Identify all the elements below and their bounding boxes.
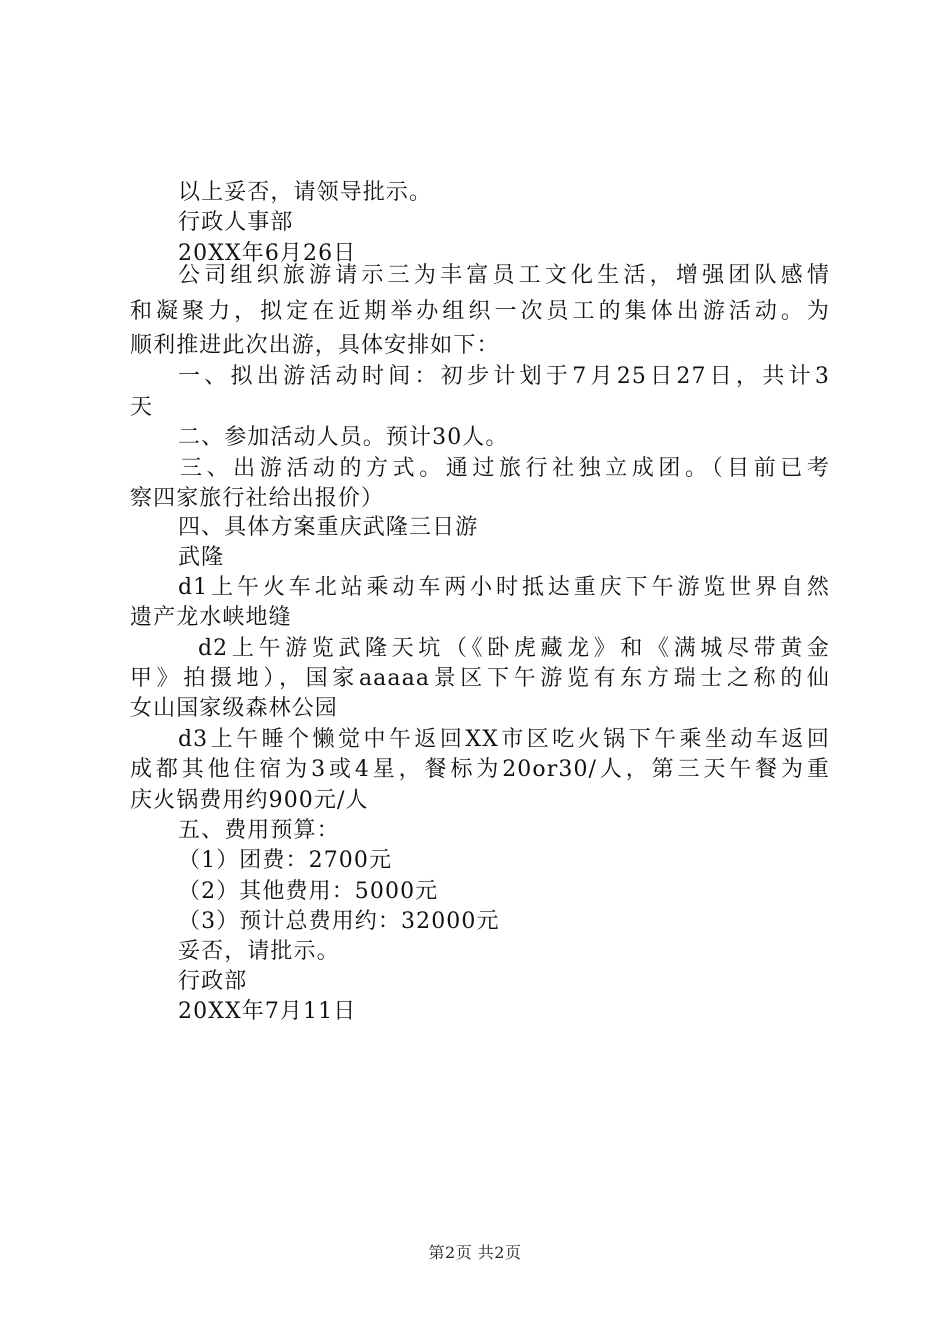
date-line-2: 20XX年7月11日 (178, 999, 357, 1024)
closing-request-line-2: 妥否，请批示。 (178, 939, 340, 964)
day-1-line-2: 遗产龙水峡地缝 (130, 605, 292, 630)
day-2-line-3: 女山国家级森林公园 (130, 696, 338, 721)
day-2-line-1: d2上午游览武隆天坑（《卧虎藏龙》和《满城尽带黄金 (198, 636, 830, 661)
closing-request-line: 以上妥否，请领导批示。 (178, 180, 433, 205)
date-line-1: 20XX年6月26日 (178, 241, 357, 266)
item-1-line-2: 天 (130, 395, 154, 420)
page-number-footer: 第2页 共2页 (428, 1243, 522, 1262)
item-3-line-2: 察四家旅行社给出报价） (130, 486, 385, 511)
paragraph-intro-line-1: 公司组织旅游请示三为丰富员工文化生活，增强团队感情 (178, 263, 830, 288)
budget-item-2: （2）其他费用：5000元 (178, 879, 439, 904)
budget-item-3: （3）预计总费用约：32000元 (178, 909, 500, 934)
budget-item-1: （1）团费：2700元 (178, 848, 393, 873)
department-signature-2: 行政部 (178, 969, 248, 994)
day-3-line-1: d3上午睡个懒觉中午返回XX市区吃火锅下午乘坐动车返回 (178, 727, 830, 752)
department-signature-1: 行政人事部 (178, 210, 294, 235)
day-2-line-2: 甲》拍摄地），国家aaaaa景区下午游览有东方瑞士之称的仙 (130, 666, 830, 691)
item-3-line-1: 三、出游活动的方式。通过旅行社独立成团。（目前已考 (180, 456, 830, 481)
day-1-line-1: d1上午火车北站乘动车两小时抵达重庆下午游览世界自然 (178, 575, 830, 600)
paragraph-intro-line-3: 顺利推进此次出游，具体安排如下： (130, 333, 500, 358)
budget-heading: 五、费用预算： (178, 818, 340, 843)
destination-line: 武隆 (178, 545, 225, 570)
paragraph-intro-line-2: 和凝聚力，拟定在近期举办组织一次员工的集体出游活动。为 (130, 299, 830, 324)
day-3-line-3: 庆火锅费用约900元/人 (130, 788, 369, 813)
day-3-line-2: 成都其他住宿为3或4星，餐标为20or30/人，第三天午餐为重 (130, 757, 830, 782)
item-4-line: 四、具体方案重庆武隆三日游 (178, 515, 479, 540)
item-2-line: 二、参加活动人员。预计30人。 (178, 425, 509, 450)
item-1-line-1: 一、拟出游活动时间：初步计划于7月25日27日，共计3 (178, 364, 830, 389)
